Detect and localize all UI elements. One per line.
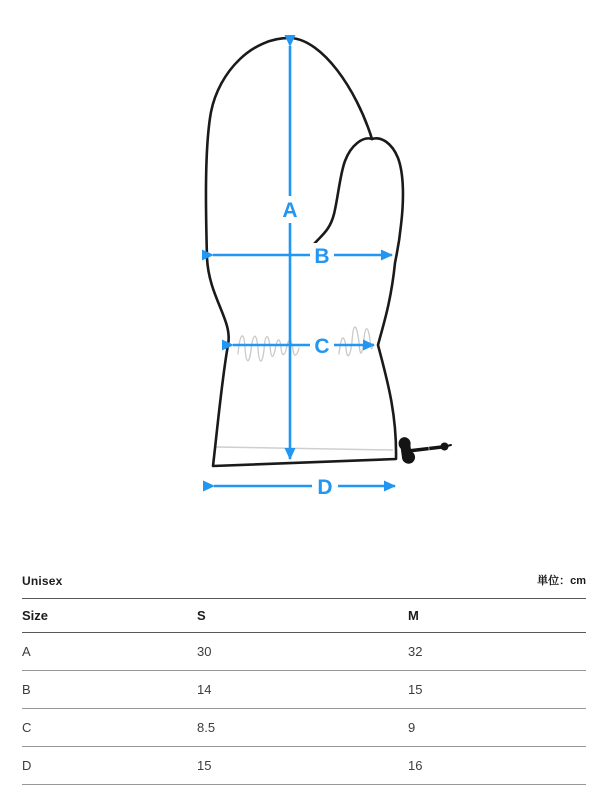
row-label: D xyxy=(22,747,197,785)
cell-b-s: 14 xyxy=(197,671,408,709)
measure-label-b: B xyxy=(314,245,330,268)
table-row-d xyxy=(22,747,586,785)
table-row-a xyxy=(22,633,586,671)
measurement-arrows xyxy=(213,46,395,486)
header-row xyxy=(22,599,586,633)
size-spec-section xyxy=(22,572,586,785)
cell-d-s: 15 xyxy=(197,747,408,785)
table-caption-row xyxy=(22,572,586,599)
row-label: B xyxy=(22,671,197,709)
cell-b-m: 15 xyxy=(408,671,586,709)
measure-label-c: C xyxy=(314,335,330,358)
table-row-c xyxy=(22,709,586,747)
column-header-s: S xyxy=(197,599,408,633)
column-header-m: M xyxy=(408,599,586,633)
cell-d-m: 16 xyxy=(408,747,586,785)
wrist-elastic-squiggle-right xyxy=(339,327,373,356)
hem-line xyxy=(216,447,393,450)
table-row-b xyxy=(22,671,586,709)
measure-label-a: A xyxy=(282,199,298,222)
table-title: Unisex xyxy=(22,574,63,588)
drawcord-toggle xyxy=(398,436,451,465)
unit-label: 単位：cm xyxy=(537,575,586,587)
mitten-outline xyxy=(206,38,403,466)
measure-label-d: D xyxy=(317,476,333,499)
cell-a-s: 30 xyxy=(197,633,408,671)
column-header-size: Size xyxy=(22,599,197,633)
thumb-inner-line xyxy=(314,138,372,244)
row-label: A xyxy=(22,633,197,671)
cell-c-m: 9 xyxy=(408,709,586,747)
cell-c-s: 8.5 xyxy=(197,709,408,747)
cell-a-m: 32 xyxy=(408,633,586,671)
size-table xyxy=(22,599,586,785)
row-label: C xyxy=(22,709,197,747)
